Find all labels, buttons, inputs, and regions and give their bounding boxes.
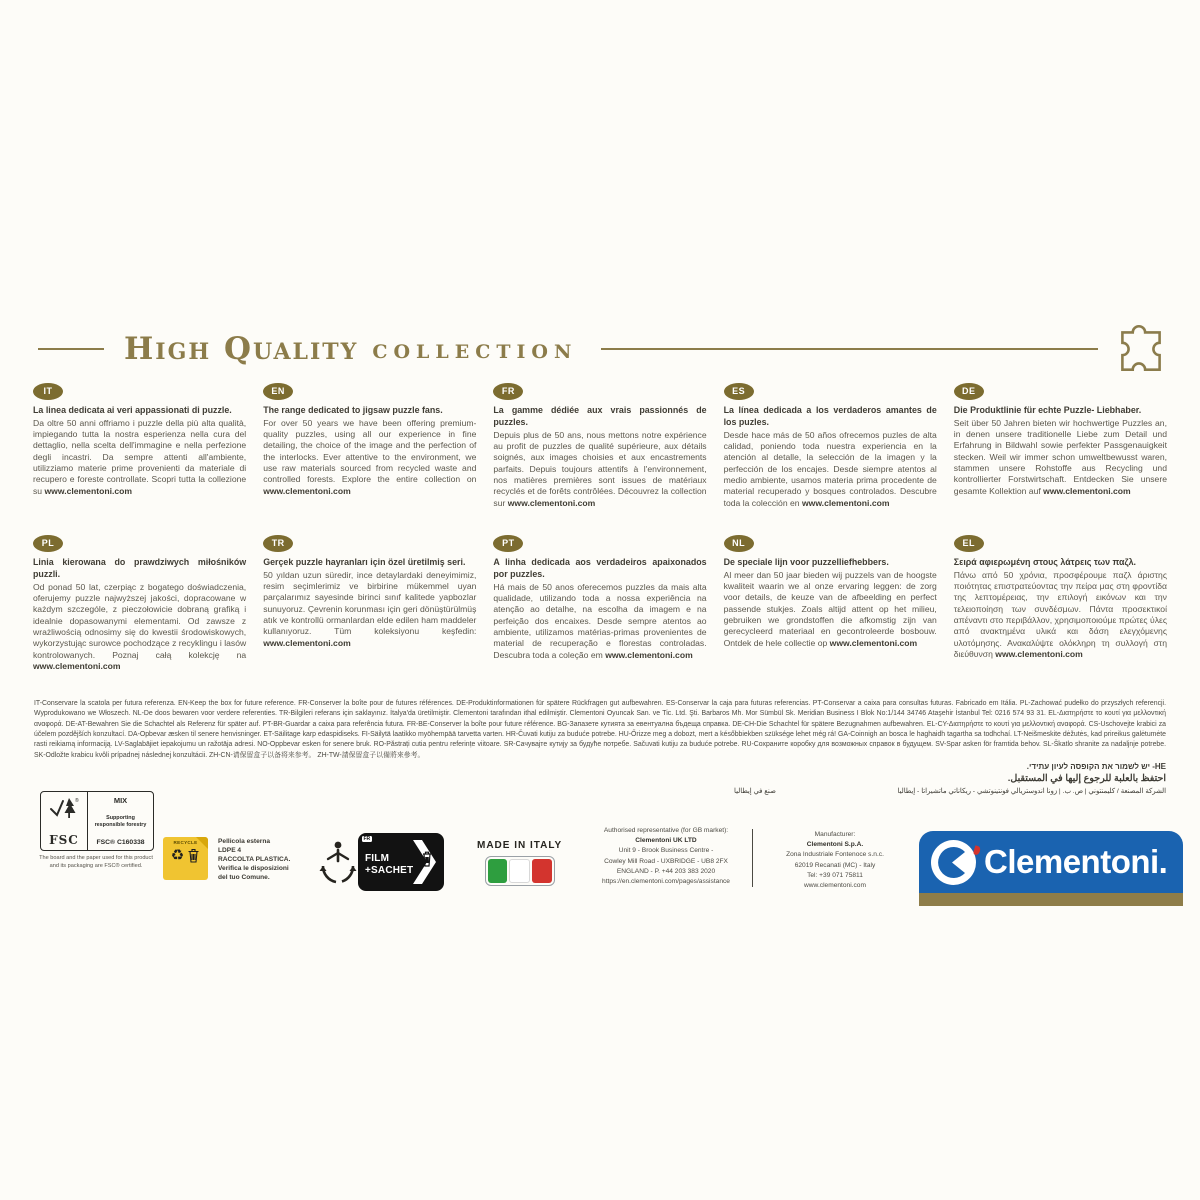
website-link: www.clementoni.com bbox=[1043, 485, 1131, 496]
uk-company-name: Clementoni UK LTD bbox=[635, 837, 697, 845]
website-link: www.clementoni.com bbox=[995, 649, 1083, 660]
italy-flag-icon bbox=[485, 856, 555, 886]
website-link: www.clementoni.com bbox=[44, 485, 133, 496]
waste-bin-icon bbox=[187, 847, 200, 864]
clementoni-url: www.clementoni.com bbox=[804, 882, 866, 890]
lang-heading: The range dedicated to jigsaw puzzle fans. bbox=[263, 405, 443, 415]
lang-badge-en: EN bbox=[263, 383, 293, 400]
clementoni-logo bbox=[919, 831, 1183, 906]
header-rule-right bbox=[601, 348, 1098, 350]
collection-subtitle: COLLECTION bbox=[372, 340, 578, 363]
lang-body: Πάνω από 50 χρόνια, προσφέρουμε παζλ άριστης ποιότητας επιστρατεύοντας την πείρα μας στη φροντίδα της λεπτομέρειας, την επιλογή εικόνων και την τελειοποίηση των συνδέσμων. Πάντα προσεκτικοί απέναντι στο περιβάλλον, χρησιμοποιούμε πρώτες ύλες από ανακτημένα υλικά και δάση ελεγχόμενης υλοτόμησης. Ανακαλύψτε ολόκληρη τη συλλογή στη διεύθυνση bbox=[953, 569, 1167, 660]
lang-badge-nl: NL bbox=[724, 535, 754, 552]
plastic-collection-note: Pellicola esterna LDPE 4 RACCOLTA PLASTICA. Verifica le disposizioni del tuo Comune. bbox=[218, 838, 291, 881]
lang-body: Depuis plus de 50 ans, nous mettons notre expérience au profit de puzzles de qualité supérieure, aux détails soignés, aux images choisies et aux encastrements parfaits. Depuis toujours attentifs à l'environnement, nos matières premières sont issues de matériaux recyclés et de forêts contrôlées. Découvrez la collection sur bbox=[493, 429, 707, 508]
fsc-tree-check-icon bbox=[49, 796, 79, 822]
fsc-mix-label: MIX bbox=[113, 796, 128, 805]
lang-badge-pl: PL bbox=[33, 535, 63, 552]
clementoni-red-accent bbox=[973, 845, 981, 855]
address-divider bbox=[752, 829, 753, 887]
lang-body: Da oltre 50 anni offriamo i puzzle della più alta qualità, impiegando tutta la nostra esperienza nella cura del dettaglio, nella scelta dell'immagine e nella perfezione degli incastri. Da sempre attenti all'ambiente, utilizziamo materie prime provenienti da materiale di recupero e foreste controllate. Scopri tutta la collezione su bbox=[33, 417, 247, 496]
lang-heading: Gerçek puzzle hayranları için özel üretilmiş seri. bbox=[263, 557, 466, 567]
manufacturer-name: Clementoni S.p.A. bbox=[806, 841, 864, 849]
lang-heading: Die Produktlinie für echte Puzzle- Liebhaber. bbox=[953, 405, 1142, 415]
collection-title: High Quality bbox=[124, 331, 359, 367]
lang-block-it bbox=[33, 381, 246, 519]
arabic-manufacturer-note bbox=[734, 787, 1166, 795]
lang-block-de bbox=[954, 381, 1167, 519]
lang-heading: La línea dedicada a los verdaderos amantes de los puzles. bbox=[723, 405, 937, 427]
lang-heading: La gamme dédiée aux vrais passionnés de puzzles. bbox=[493, 405, 707, 427]
website-link: www.clementoni.com bbox=[507, 497, 596, 508]
lang-block-el bbox=[954, 533, 1167, 672]
lang-badge-el: EL bbox=[954, 535, 984, 552]
lang-badge-tr: TR bbox=[263, 535, 293, 552]
fsc-supporting-label: Supporting responsible forestry bbox=[94, 815, 147, 828]
website-link: www.clementoni.com bbox=[605, 649, 693, 660]
website-link: www.clementoni.com bbox=[263, 637, 351, 648]
header-rule-left bbox=[38, 348, 104, 350]
lang-body: Há mais de 50 anos oferecemos puzzles da mais alta qualidade, utilizando toda a nossa experiência na atenção ao detalhe, na escolha da imagem e na perfeição dos encaixes. Desde sempre atentos ao ambiente, utilizamos matérias-primas provenientes de material de recuperação e florestas controladas. Descubra toda a coleção em bbox=[493, 581, 707, 660]
lang-badge-it: IT bbox=[33, 383, 63, 400]
lang-body: Od ponad 50 lat, czerpiąc z bogatego doświadczenia, oferujemy puzzle najwyższej jakości, dopracowane w każdym szczególe, z pieczołowicie dobraną grafiką i idealnie dopasowanymi elementami. Od zawsze z wrażliwością odnosimy się do kwestii środowiskowych, wykorzystując surowce pochodzące z recyklingu i lasów kontrolowanych. Poznaj całą kolekcję na bbox=[33, 581, 247, 660]
website-link: www.clementoni.com bbox=[263, 485, 351, 496]
lang-body: Desde hace más de 50 años ofrecemos puzles de alta calidad, poniendo toda nuestra experiencia en la atención al detalle, la selección de la imagen y la perfección de los encajes. Desde siempre atentos al medio ambiente, usamos materia prima procedente de material recuperado y bosques controlados. Descubre toda la colección en bbox=[723, 429, 937, 508]
sorting-bin-arrow-icon bbox=[411, 838, 441, 886]
lang-body: 50 yıldan uzun süredir, ince detaylardaki deneyimimiz, resim seçimlerimiz ve birbirine mükemmel uyan parçalarımız sayesinde birinci sınıf kalitede yapbozlar sunuyoruz. Çevrenin korunması için geri dönüştürülmüş atık ve kontrollü ormanlardan elde edilen ham maddeler kullanıyoruz. Tüm koleksiyonu keşfedin: bbox=[263, 569, 477, 637]
recycle-plastic-label bbox=[163, 837, 208, 880]
lang-heading: Σειρά αφιερωμένη στους λάτρεις των παζλ. bbox=[953, 557, 1136, 567]
arabic-manufacturer-text: الشركة المصنعة / كليمنتوني | ص. ب. | زونا اندوستريالي فونتينوتشي - ريكاناتي ماتشيراتا - إيطاليا bbox=[897, 788, 1166, 795]
made-in-italy bbox=[477, 840, 562, 886]
header bbox=[38, 318, 1172, 380]
website-link: www.clementoni.com bbox=[829, 637, 918, 648]
triman-icon bbox=[314, 838, 362, 888]
puzzle-piece-icon bbox=[1110, 318, 1172, 380]
rtl-notes bbox=[734, 762, 1166, 795]
manufacturer-address: Manufacturer: Clementoni S.p.A. Zona Industriale Fontenoce s.n.c. 62019 Recanati (MC) - Italy Tel: +39 071 75811 www.clementoni.com bbox=[760, 830, 910, 891]
website-link: www.clementoni.com bbox=[801, 497, 890, 508]
lang-block-tr bbox=[263, 533, 476, 672]
made-in-italy-label: MADE IN ITALY bbox=[477, 840, 563, 851]
multilingual-keep-box-note: IT-Conservare la scatola per futura referenza. EN-Keep the box for future reference. FR-Conserver la boîte pour de futures références. DE-Produktinformationen für spätere Rückfragen gut aufbewahren. ES-Conservar la caja para futuras referencias. PT-Conservar a caixa para consultas futuras. Fabricado em Itália. PL-Zachować pudełko do przyszłych referencji. Wyprodukowano we Włoszech. NL-De doos bewaren voor verdere referenties. TR-Bilgileri referans için saklayınız. İtalya'da üretilmiştir. Clementoni tarafından ithal edilmiştir. Clementoni Oyuncak San. ve Tic. Ltd. Şti. Barbaros Mh. Mor Sümbül Sk. Meridian Business I Blok No:1/144 34746 Ataşehir İstanbul Tel: 0216 574 93 31. EL-Διατηρήστε το κουτί για μελλοντική αναφορά. DE-AT-Bewahren Sie die Schachtel als Referenz für später auf. PT-BR-Guardar a caixa para referência futura. FR-BE-Conserver la boîte pour future référence. BG-Запазете кутията за евентуална бъдеща справка. DE-CH-Die Schachtel für spätere Bezugnahmen aufbewahren. EL-CY-Διατηρήστε το κουτί για μελλοντική αναφορά. CS-Uschovejte krabici za účelem pozdějších konzultací. DA-Opbevar æsken til senere henvisninger. ET-Säilitage karp edaspidiseks. FI-Säilytä laatikko myöhempää tarvetta varten. HR-Čuvati kutiju za buduće potrebe. HU-Őrizze meg a dobozt, mert a későbbiekben szüksége lehet még rá! GA-Coinnigh an bosca le haghaidh tagartha sa todhchaí. LT-Neišmeskite dėžutės, kad prireikus galėtumėte rasti reikiamą informaciją. LV-Saglabājiet iepakojumu un ražotāja adresi. NO-Oppbevar esken for senere bruk. RO-Păstrați cutia pentru referințe viitoare. SR-Сачувајте кутију за будуће потребе. Sačuvati kutiju za buduće potrebe. RU-Сохраните коробку для возможных справок в будущем. SV-Spar asken för framtida behov. SL-Škatlo shranite za nadaljnje potrebe. SK-Odložte krabicu kvôli prípadnej následnej konzultácii. ZH-CN-请保留盒子以备将来参考。 ZH-TW-請保留盒子以備將來參考。 bbox=[34, 700, 1166, 759]
fsc-cert-code: FSC® C160338 bbox=[96, 839, 145, 846]
language-columns bbox=[33, 381, 1167, 672]
website-link: www.clementoni.com bbox=[33, 660, 121, 671]
uk-representative-address: Authorised representative (for GB market): Clementoni UK LTD Unit 9 - Brook Business Centre - Cowley Mill Road - UXBRIDGE - UB8 2FX ENGLAND - P. +44 203 383 2020 https://en.clementoni.com/pages/assistance bbox=[582, 826, 750, 887]
lang-badge-de: DE bbox=[954, 383, 984, 400]
svg-text:®: ® bbox=[75, 798, 79, 804]
lang-body: Al meer dan 50 jaar bieden wij puzzels van de hoogste kwaliteit waarin we al onze ervaring leggen: de zorg voor details, de keuze van de afbeelding en perfect passende stukjes. Zoals altijd attent op het milieu, gebruiken we grondstoffen die afkomstig zijn van gerecycleerd materiaal en gecontroleerde bosbouw. Ontdek de hele collectie op bbox=[723, 569, 937, 648]
film-label: FILM bbox=[365, 853, 390, 864]
arabic-made-in-italy: صنع في إيطاليا bbox=[734, 788, 776, 795]
lang-badge-fr: FR bbox=[493, 383, 523, 400]
lang-badge-es: ES bbox=[724, 383, 754, 400]
assistance-url: https://en.clementoni.com/pages/assistance bbox=[602, 878, 730, 886]
recycle-label-title: RECYCLE bbox=[173, 840, 198, 845]
fsc-caption: The board and the paper used for this product and its packaging are FSC® certified. bbox=[39, 855, 153, 870]
lang-heading: La linea dedicata ai veri appassionati di puzzle. bbox=[33, 405, 232, 415]
fsc-letters: FSC bbox=[49, 833, 79, 847]
lang-heading: Linia kierowana do prawdziwych miłośników puzzli. bbox=[33, 557, 247, 579]
film-sachet-badge bbox=[358, 833, 444, 891]
lang-block-nl bbox=[724, 533, 937, 672]
lang-badge-pt: PT bbox=[493, 535, 523, 552]
lang-block-es bbox=[724, 381, 937, 519]
hebrew-keep-note: HE- יש לשמור את הקופסה לעיון עתידי. bbox=[1026, 762, 1166, 771]
clementoni-swirl-icon bbox=[931, 840, 976, 885]
lang-body: Seit über 50 Jahren bieten wir hochwertige Puzzles an, in denen unsere traditionelle Liebe zum Detail und Erfahrung in Bildwahl sowie perfekter Passgenauigkeit stecken. Weil wir immer schon umweltbewusst waren, stammen unsere Rohstoffe aus Recycling und kontrollierter Forstwirtschaft. Entdecken Sie unsere gesamte Kollektion auf bbox=[953, 417, 1167, 496]
lang-block-en bbox=[263, 381, 476, 519]
lang-heading: A linha dedicada aos verdadeiros apaixonados por puzzles. bbox=[493, 557, 707, 579]
fsc-logo bbox=[40, 791, 154, 851]
lang-block-pl bbox=[33, 533, 246, 672]
lang-block-fr bbox=[493, 381, 706, 519]
recycling-loop-icon: ♻ bbox=[170, 847, 185, 864]
lang-body: For over 50 years we have been offering premium-quality puzzles, using all our experience in fine detailing, the choice of the image and the perfection of the interlocks. Ever attentive to the environment, we use raw materials sourced from recycled waste and controlled forests. Explore the entire collection on bbox=[263, 417, 477, 485]
lang-block-pt bbox=[493, 533, 706, 672]
arabic-keep-note: احتفظ بالعلبة للرجوع إليها في المستقبل. bbox=[1007, 773, 1166, 784]
fr-country-tag: FR bbox=[363, 836, 371, 842]
sachet-label: +SACHET bbox=[365, 864, 414, 876]
clementoni-wordmark: Clementoni. bbox=[984, 843, 1168, 880]
lang-heading: De speciale lijn voor puzzelliefhebbers. bbox=[723, 557, 889, 567]
clementoni-gold-bar bbox=[919, 893, 1183, 906]
